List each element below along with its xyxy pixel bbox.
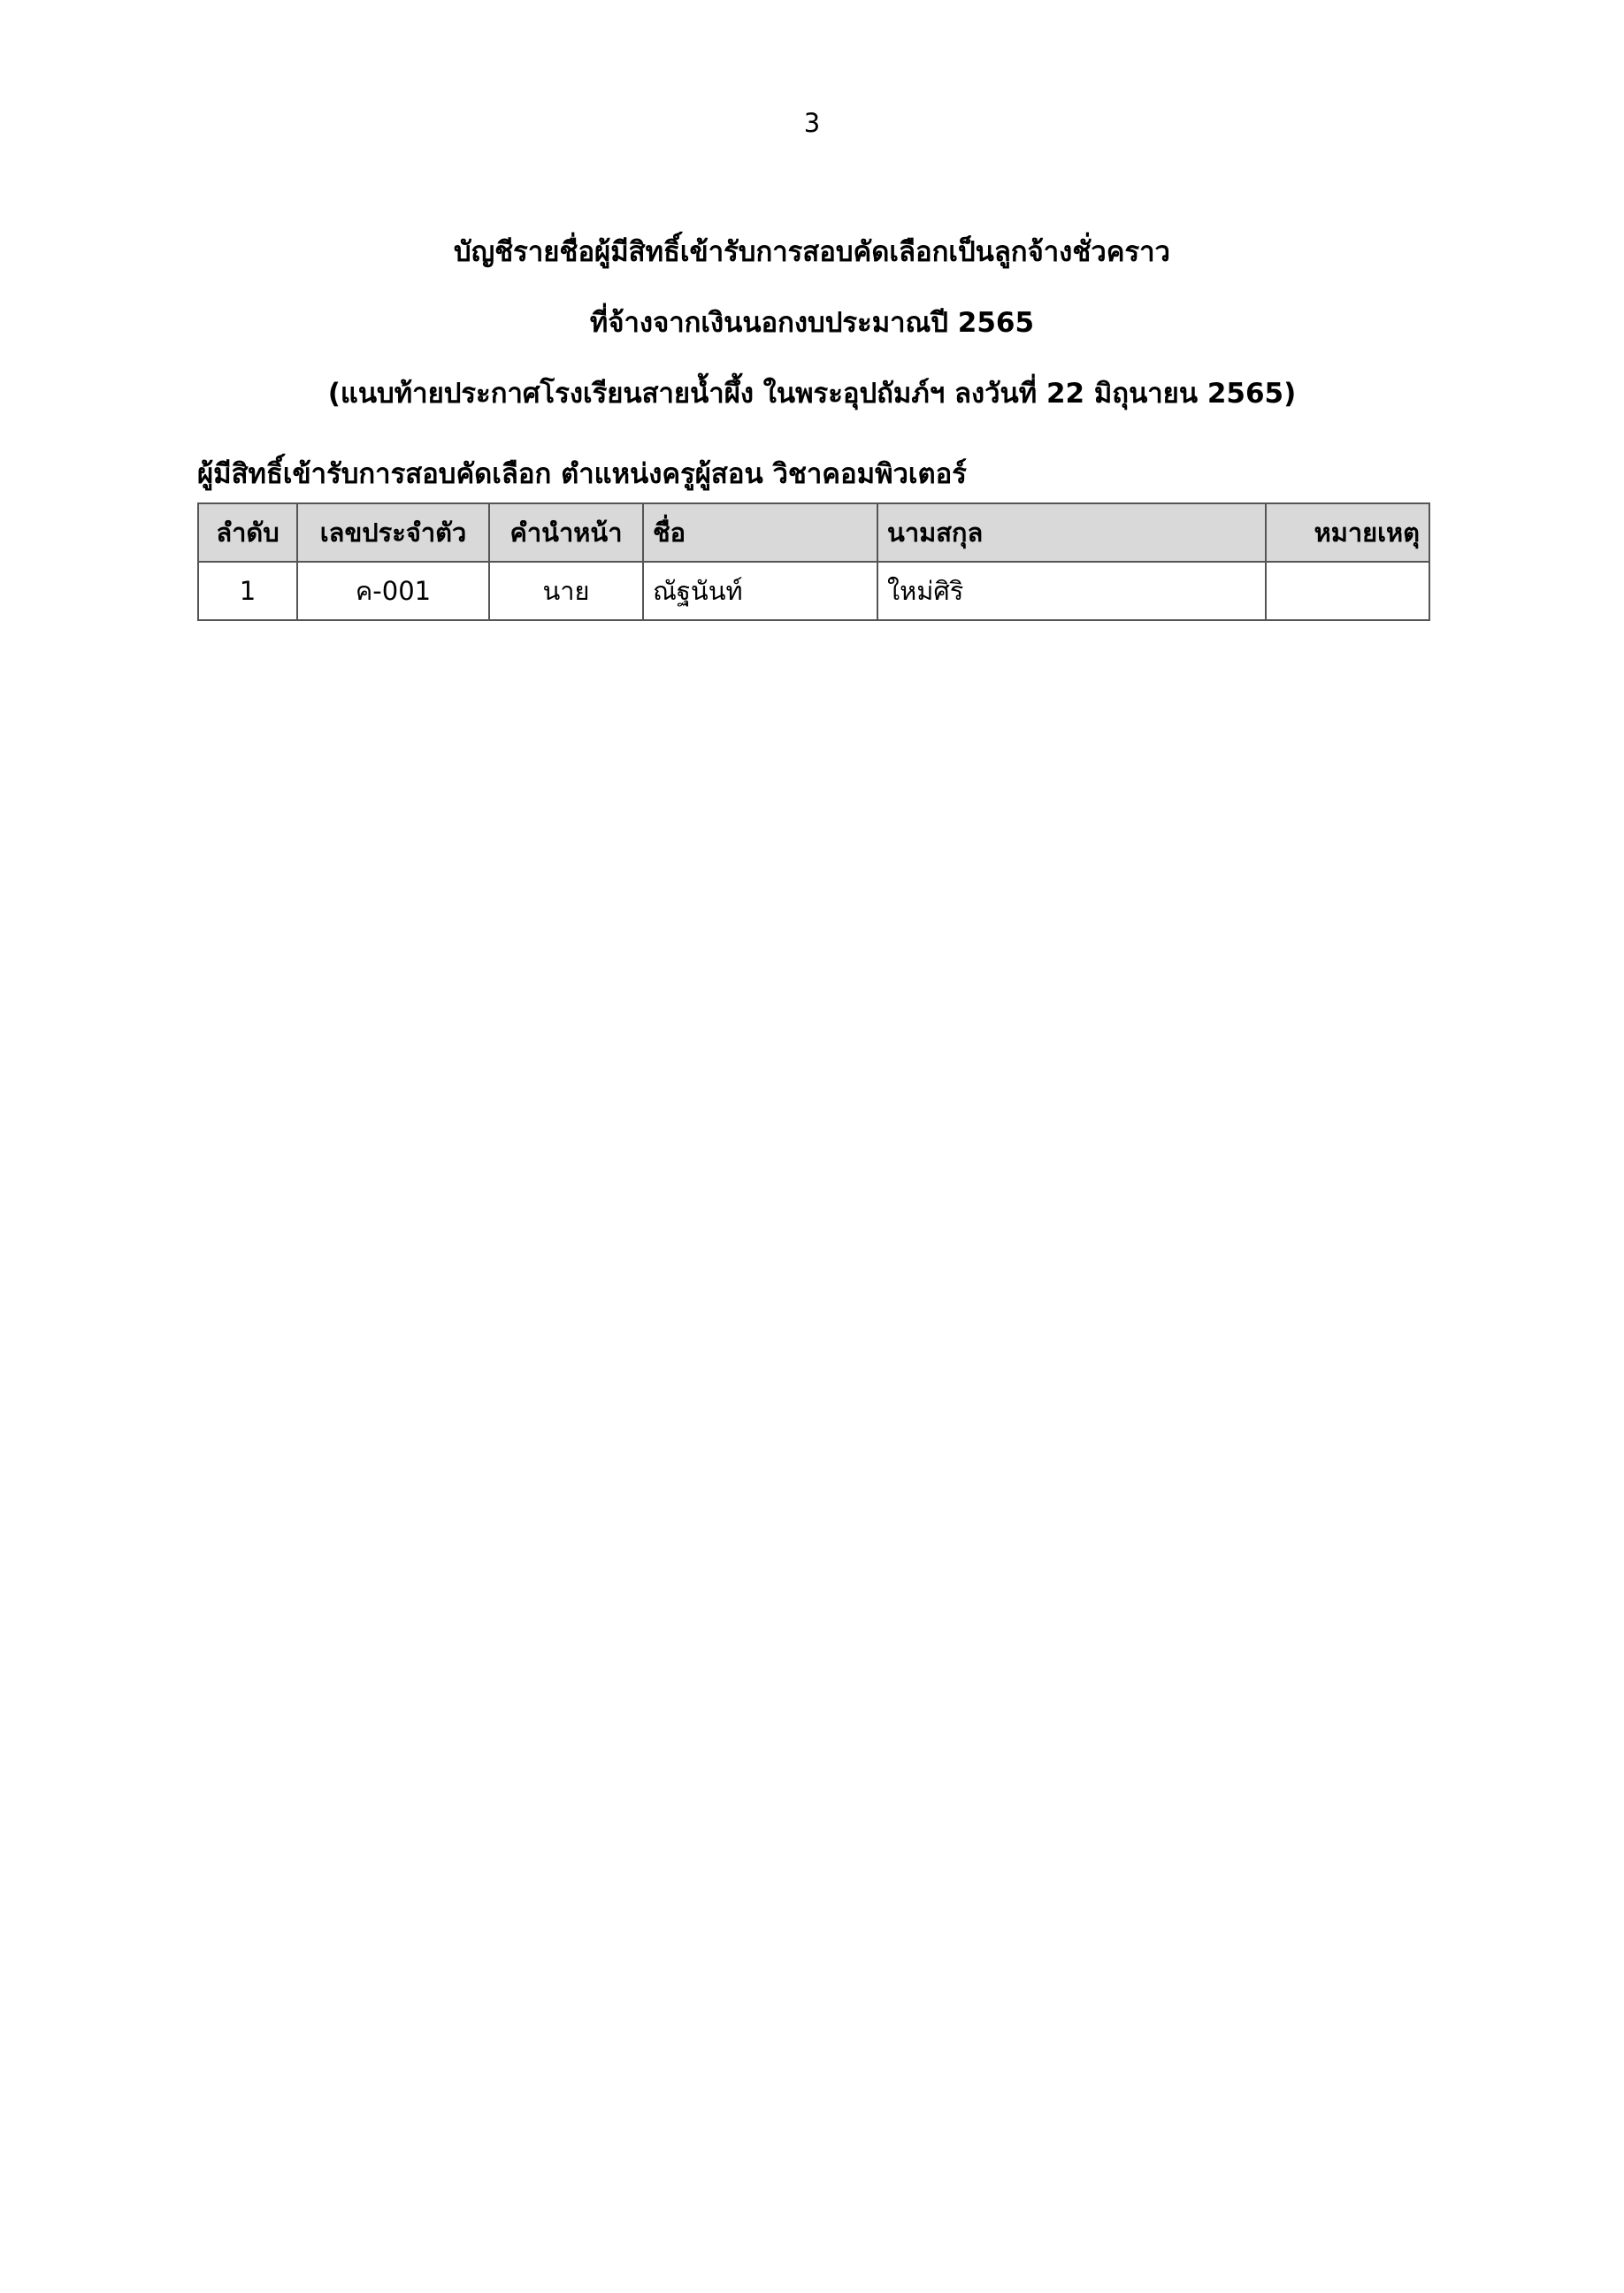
cell-order: 1 — [198, 562, 297, 620]
header-id-number: เลขประจำตัว — [297, 503, 489, 562]
section-heading: ผู้มีสิทธิ์เข้ารับการสอบคัดเลือก ตำแหน่งครูผู้สอน วิชาคอมพิวเตอร์ — [197, 458, 967, 490]
page-number: 3 — [803, 108, 821, 138]
cell-first-name: ณัฐนันท์ — [643, 562, 877, 620]
candidate-table — [197, 502, 1430, 621]
document-title — [0, 217, 1624, 429]
title-line-1: บัญชีรายชื่อผู้มีสิทธิ์เข้ารับการสอบคัดเลือกเป็นลูกจ้างชั่วคราว — [454, 236, 1170, 268]
header-last-name: นามสกุล — [877, 503, 1266, 562]
header-remarks: หมายเหตุ — [1266, 503, 1429, 562]
header-order: ลำดับ — [198, 503, 297, 562]
header-first-name: ชื่อ — [643, 503, 877, 562]
title-line-3: (แนบท้ายประกาศโรงเรียนสายน้ำผึ้ง ในพระอุปถัมภ์ฯ ลงวันที่ 22 มิถุนายน 2565) — [327, 378, 1297, 410]
cell-remarks — [1266, 562, 1429, 620]
title-line-2: ที่จ้างจากเงินนอกงบประมาณปี 2565 — [589, 307, 1035, 339]
table-row — [198, 562, 1429, 620]
cell-prefix: นาย — [489, 562, 643, 620]
cell-last-name: ใหม่ศิริ — [877, 562, 1266, 620]
header-prefix: คำนำหน้า — [489, 503, 643, 562]
cell-id-number: ค-001 — [297, 562, 489, 620]
table-header-row — [198, 503, 1429, 562]
